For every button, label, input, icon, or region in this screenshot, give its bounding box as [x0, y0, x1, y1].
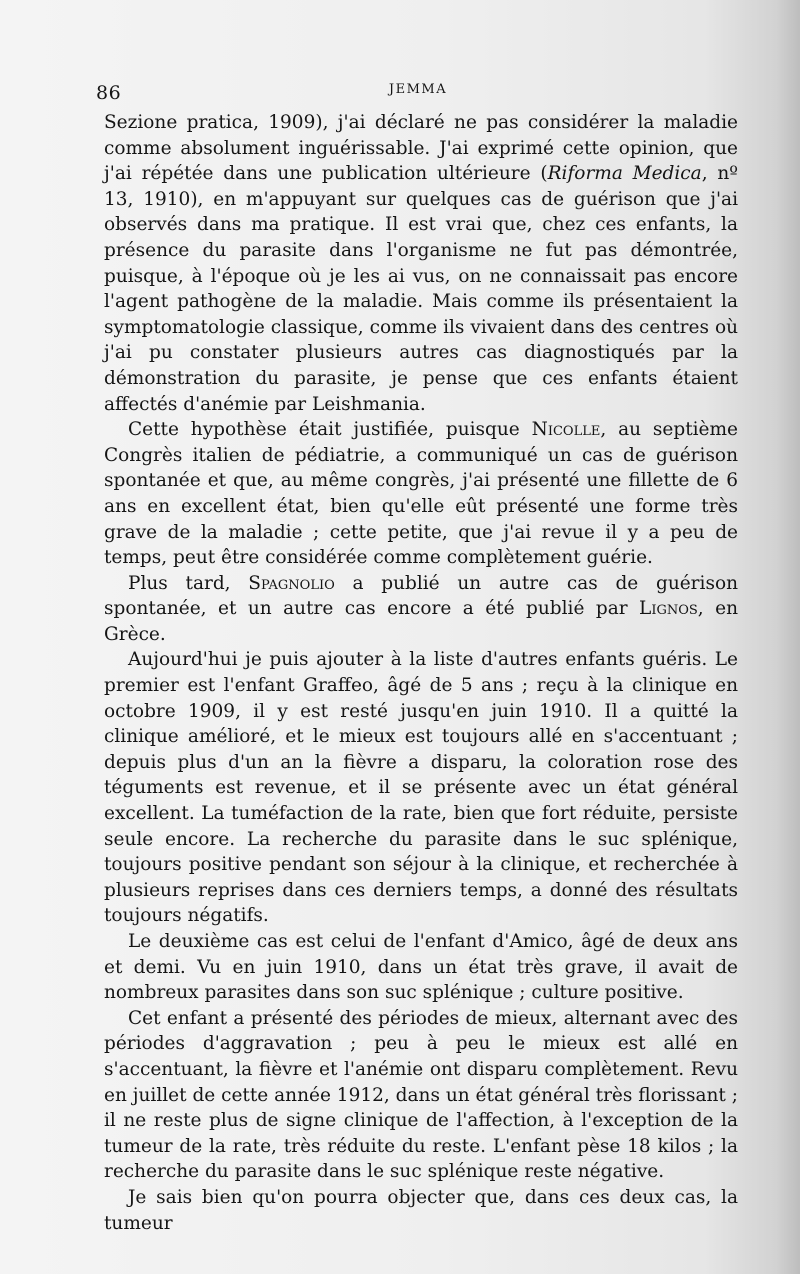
paragraph: [104, 571, 738, 648]
body-text: [104, 110, 738, 1236]
author-name: Nicolle: [531, 419, 601, 441]
author-name: Spagnolio: [248, 572, 335, 594]
text-run: Le deuxième cas est celui de l'enfant d'Amico, âgé de deux ans et demi. Vu en juin 1910, dans un état très grave, il avait de nombreux parasites dans son suc splénique ; culture positive.: [104, 931, 738, 1004]
text-run: , en Grèce.: [104, 598, 739, 645]
paragraph: [104, 1185, 738, 1236]
author-name: Lignos: [639, 598, 698, 620]
text-run: Cet enfant a présenté des périodes de mieux, alternant avec des périodes d'aggravation ; peu à peu le mieux est allé en s'accentuant, la fièvre et l'anémie ont disparu complètement. Revu en juillet de cette année 1912, dans un état général très florissant ; il ne reste plus de signe clinique de l'affection, à l'exception de la tumeur de la rate, très réduite du reste. L'enfant pèse 18 kilos ; la recherche du parasite dans le suc splénique reste négative.: [104, 1007, 738, 1183]
page-number: 86: [96, 82, 122, 104]
journal-title: Riforma Medica: [547, 163, 702, 185]
paragraph: [104, 647, 738, 929]
text-run: , au septième Congrès italien de pédiatrie, a communiqué un cas de guérison spontanée et que, au même congrès, j'ai présenté une fillette de 6 ans en excellent état, bien qu'elle eût présenté une forme très grave de la maladie ; cette petite, que j'ai revue il y a peu de temps, peut être considérée comme complètement guérie.: [104, 419, 738, 569]
paragraph: [104, 1006, 738, 1185]
paragraph: [104, 417, 738, 571]
text-run: Sezione pratica, 1909), j'ai déclaré ne pas considérer la maladie comme absolument inguérissable. J'ai exprimé cette opinion, que j'ai répétée dans une publication ultérieure (: [104, 112, 738, 185]
paragraph: [104, 929, 738, 1006]
paragraph: [104, 110, 738, 417]
text-run: , nº 13, 1910), en m'appuyant sur quelques cas de guérison que j'ai observés dans ma pratique. Il est vrai que, chez ces enfants, la présence du parasite dans l'organisme ne fut pas démontrée, puisque, à l'époque où je les ai vus, on ne connaissait pas encore l'agent pathogène de la maladie. Mais comme ils présentaient la symptomatologie classique, comme ils vivaient dans des centres où j'ai pu constater plusieurs autres cas diagnostiqués par la démonstration du parasite, je pense que ces enfants étaient affectés d'anémie par Leishmania.: [104, 163, 738, 415]
text-run: Aujourd'hui je puis ajouter à la liste d'autres enfants guéris. Le premier est l'enfant Graffeo, âgé de 5 ans ; reçu à la clinique en octobre 1909, il y est resté jusqu'en juin 1910. Il a quitté la clinique amélioré, et le mieux est toujours allé en s'accentuant ; depuis plus d'un an la fièvre a disparu, la coloration rose des téguments est revenue, et il se présente avec un état général excellent. La tuméfaction de la rate, bien que fort réduite, persiste seule encore. La recherche du parasite dans le suc splénique, toujours positive pendant son séjour à la clinique, et recherchée à plusieurs reprises dans ces derniers temps, a donné des résultats toujours négatifs.: [104, 649, 738, 927]
text-run: Je sais bien qu'on pourra objecter que, dans ces deux cas, la tumeur: [104, 1186, 738, 1234]
text-run: Cette hypothèse était justifiée, puisque: [128, 419, 532, 441]
text-run: Plus tard,: [128, 572, 249, 594]
text-run: a publié un autre cas de guérison spontanée, et un autre cas encore a été publié par: [104, 572, 738, 620]
page-header: [96, 82, 740, 106]
running-head: JEMMA: [388, 82, 448, 97]
